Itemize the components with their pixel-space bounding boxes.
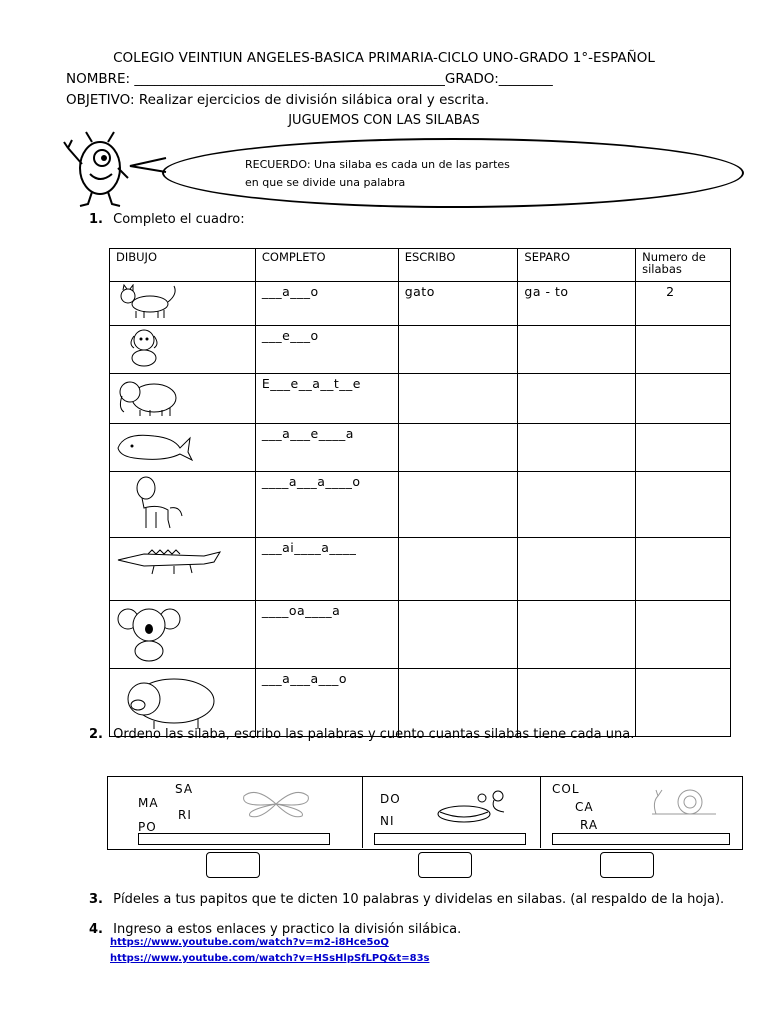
table-row [110,282,731,326]
numero-cell[interactable] [636,538,731,601]
syllable: RI [178,808,192,822]
picture-cell [110,326,256,374]
snail-drawing-icon [646,786,722,820]
separo-cell[interactable] [518,326,636,374]
answer-line[interactable] [138,833,330,845]
table-row [110,374,731,424]
picture-cell [110,601,256,669]
elephant-drawing-icon [114,376,184,418]
escribo-cell[interactable]: gato [398,282,518,326]
question-4-text: Ingreso a estos enlaces y practico la división silábica. [113,922,462,937]
completo-cell: ___e___o [255,326,398,374]
escribo-cell[interactable] [398,472,518,538]
picture-cell [110,374,256,424]
numero-cell[interactable] [636,424,731,472]
answer-line[interactable] [374,833,526,845]
syllable: COL [552,782,580,796]
horse-drawing-icon [114,474,194,532]
header-escribo: ESCRIBO [398,249,518,282]
youtube-link-2[interactable]: https://www.youtube.com/watch?v=HSsHlpSfLPQ&t=83s [110,953,430,964]
recuerdo-line2: en que se divide una palabra [245,176,406,189]
cat-drawing-icon [114,284,184,320]
koala-drawing-icon [114,603,184,663]
escribo-cell[interactable] [398,326,518,374]
exercise-divider [362,776,363,848]
numero-cell[interactable] [636,326,731,374]
completo-cell: ___a___e____a [255,424,398,472]
syllable: SA [175,782,194,796]
table-row [110,601,731,669]
question-3-text: Pídeles a tus papitos que te dicten 10 palabras y dividelas en silabas. (al respaldo de la hoja). [113,892,725,907]
header-dibujo: DIBUJO [110,249,256,282]
worksheet-subtitle: JUGUEMOS CON LAS SILABAS [288,113,480,128]
question-3-number: 3. [89,892,103,907]
separo-cell[interactable]: ga - to [518,282,636,326]
separo-cell[interactable] [518,601,636,669]
butterfly-drawing-icon [236,786,316,822]
syllable-count-box[interactable] [206,852,260,878]
syllable-table [109,248,731,737]
picture-cell [110,282,256,326]
nest-drawing-icon [424,786,520,824]
bubble-tail [128,152,168,182]
picture-cell [110,538,256,601]
answer-line[interactable] [552,833,730,845]
name-grade-line: NOMBRE: ______________________________________________GRADO:________ [66,71,553,87]
syllable: NI [380,814,395,828]
header-separo: SEPARO [518,249,636,282]
crocodile-drawing-icon [114,540,224,580]
escribo-cell[interactable] [398,538,518,601]
youtube-link-1[interactable]: https://www.youtube.com/watch?v=m2-i8Hce5oQ [110,937,389,948]
escribo-cell[interactable] [398,424,518,472]
question-4-number: 4. [89,922,103,937]
syllable: RA [580,818,599,832]
numero-cell[interactable] [636,374,731,424]
table-row [110,472,731,538]
recuerdo-line1: RECUERDO: Una silaba es cada un de las partes [245,158,510,171]
separo-cell[interactable] [518,538,636,601]
dog-drawing-icon [114,328,184,368]
syllable: MA [138,796,159,810]
completo-cell: E___e__a__t__e [255,374,398,424]
mascot-icon [62,128,134,208]
pig-drawing-icon [114,671,224,731]
table-row [110,326,731,374]
question-3 [89,893,729,907]
question-2-number: 2. [89,727,103,742]
escribo-cell[interactable] [398,601,518,669]
table-row [110,424,731,472]
school-title: COLEGIO VEINTIUN ANGELES-BASICA PRIMARIA-CICLO UNO-GRADO 1°-ESPAÑOL [113,50,655,66]
separo-cell[interactable] [518,374,636,424]
syllable-count-box[interactable] [600,852,654,878]
table-row [110,538,731,601]
completo-cell: ____a___a____o [255,472,398,538]
syllable: PO [138,820,157,834]
recuerdo-text [245,156,585,192]
header-completo: COMPLETO [255,249,398,282]
table-header-row [110,249,731,282]
completo-cell: ___a___o [255,282,398,326]
separo-cell[interactable] [518,424,636,472]
question-1-text: Completo el cuadro: [113,212,245,227]
picture-cell [110,424,256,472]
separo-cell[interactable] [518,472,636,538]
exercise-divider [540,776,541,848]
numero-cell[interactable]: 2 [636,282,731,326]
header-numero: Numero de silabas [636,249,731,282]
escribo-cell[interactable] [398,374,518,424]
question-2 [89,727,729,742]
completo-cell: ___ai____a____ [255,538,398,601]
objective-line: OBJETIVO: Realizar ejercicios de división silábica oral y escrita. [66,92,490,108]
syllable: DO [380,792,401,806]
whale-drawing-icon [114,426,194,466]
completo-cell: ___a___a___o [255,669,398,737]
syllable: CA [575,800,594,814]
picture-cell [110,472,256,538]
syllable-count-box[interactable] [418,852,472,878]
numero-cell[interactable] [636,601,731,669]
question-4 [89,922,461,937]
question-1 [89,212,245,227]
numero-cell[interactable] [636,472,731,538]
question-2-text: Ordeno las silaba, escribo las palabras y cuento cuantas silabas tiene cada una. [113,727,635,742]
question-1-number: 1. [89,212,103,227]
completo-cell: ____oa____a [255,601,398,669]
